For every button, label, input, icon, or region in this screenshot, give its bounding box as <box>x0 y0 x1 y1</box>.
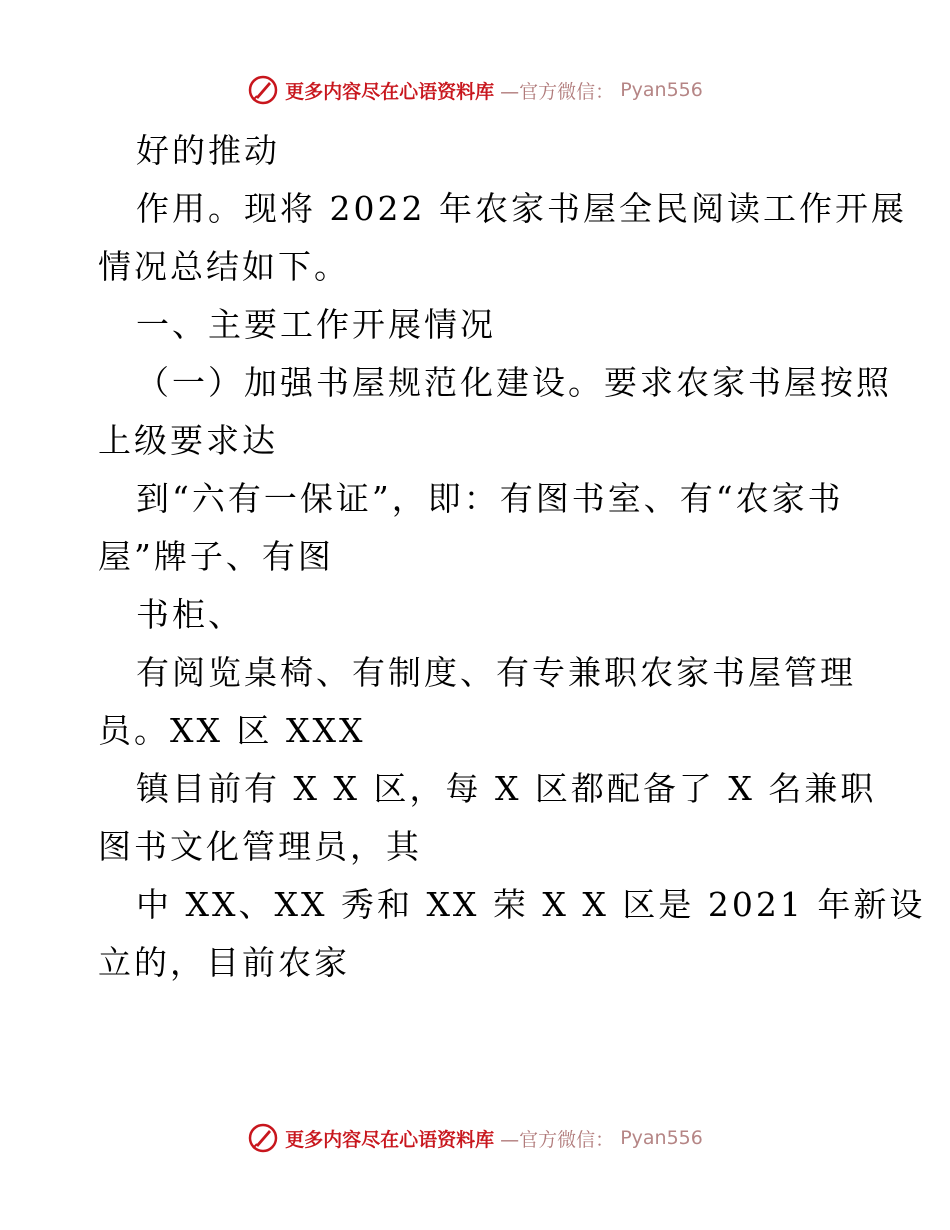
text-line: （一）加强书屋规范化建设。要求农家书屋按照 <box>136 363 892 402</box>
watermark-separator-text: —官方微信： <box>500 80 615 103</box>
text-line: 好的推动 <box>136 131 280 170</box>
text-line: 有阅览桌椅、有制度、有专兼职农家书屋管理 <box>136 653 856 692</box>
text-line: 上级要求达 <box>98 421 278 460</box>
document-body <box>98 122 926 992</box>
text-line: 屋”牌子、有图 <box>98 537 334 576</box>
watermark-main-text: 更多内容尽在心语资料库 <box>285 80 495 103</box>
text-line: 员。XX 区 XXX <box>98 711 366 750</box>
text-line: 图书文化管理员，其 <box>98 827 422 866</box>
text-line: 到“六有一保证”，即：有图书室、有“农家书 <box>136 479 844 518</box>
header-watermark <box>0 70 950 110</box>
section-heading: 一、主要工作开展情况 <box>136 305 496 344</box>
text-line: 立的，目前农家 <box>98 943 350 982</box>
text-line: 作用。现将 2022 年农家书屋全民阅读工作开展 <box>136 189 907 228</box>
watermark-id-text: Pyan556 <box>620 79 703 101</box>
footer-watermark <box>0 1118 950 1158</box>
text-line: 情况总结如下。 <box>98 247 350 286</box>
text-line: 镇目前有 X X 区，每 X 区都配备了 X 名兼职 <box>136 769 877 808</box>
watermark-id-text: Pyan556 <box>620 1127 703 1149</box>
text-line: 书柜、 <box>136 595 244 634</box>
watermark-separator-text: —官方微信： <box>500 1128 615 1151</box>
feather-pen-logo-icon <box>247 74 279 106</box>
text-line: 中 XX、XX 秀和 XX 荣 X X 区是 2021 年新设 <box>136 885 926 924</box>
feather-pen-logo-icon <box>247 1122 279 1154</box>
watermark-main-text: 更多内容尽在心语资料库 <box>285 1128 495 1151</box>
